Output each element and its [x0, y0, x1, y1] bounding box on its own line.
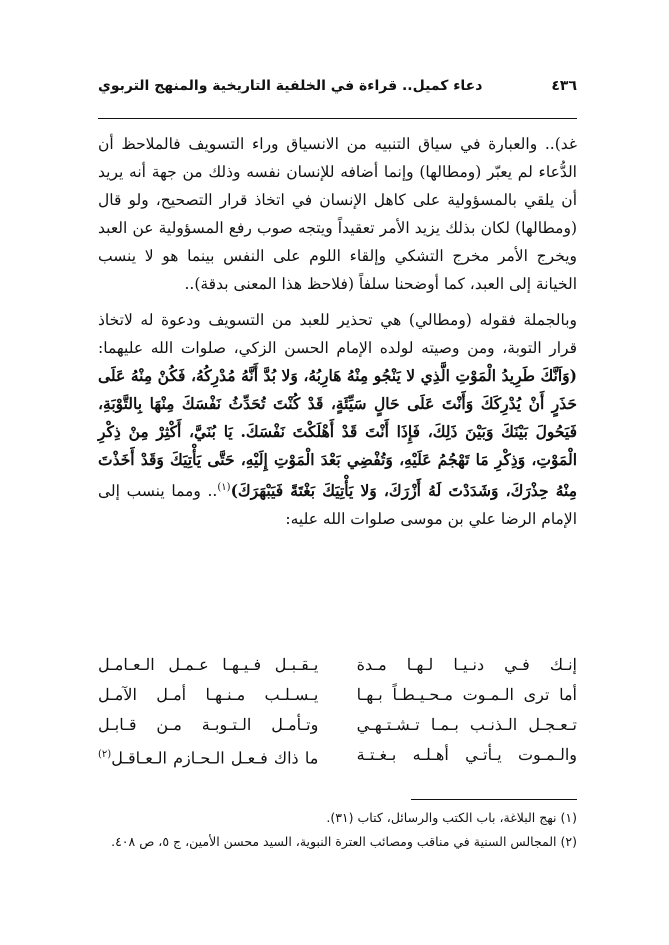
poem-verse — [98, 650, 577, 680]
verse-first-hemistich: تـعـجـل الـذنـب بـمـا تـشـتـهـي — [356, 715, 577, 734]
footnote-ref-2: (٢) — [98, 749, 112, 760]
footnote-divider — [411, 799, 577, 800]
verse-first-hemistich: إنـك فـي دنـيـا لـهـا مـدة — [356, 655, 577, 674]
page-number: ٤٣٦ — [551, 78, 577, 94]
footnote-2: (٢) المجالس السنية في مناقب ومصائب العترة النبوية، السيد محسن الأمين، ج ٥، ص ٤٠٨. — [111, 834, 577, 849]
footnote-ref-1: (١) — [217, 482, 231, 493]
header-divider — [98, 118, 577, 119]
paragraph-2-intro: وبالجملة فقوله (ومطالي) هي تحذير للعبد من التسويف ودعوة له لاتخاذ قرار التوبة، ومن وصيته لولده الإمام الحسن الزكي، صلوات الله عليهما: — [98, 311, 577, 357]
poem-verse — [98, 740, 577, 770]
footnote-1: (١) نهج البلاغة، باب الكتب والرسائل، كتاب (٣١). — [326, 810, 577, 825]
verse-first-hemistich: أما ترى الـمـوت مـحـيـطـاً بـهـا — [356, 685, 577, 704]
footnotes — [98, 806, 577, 854]
quoted-will: (وَاَنَّكَ طَرِيدُ الْمَوْتِ الَّذِي لا يَنْجُو مِنْهُ هَارِبُهُ، وَلا بُدَّ أَنَّهُ مُدْرِكُهُ، فَكُنْ مِنْهُ عَلَى حَذَرٍ أَنْ يُدْرِكَكَ وَأَنْتَ عَلَى حَالٍ سَيِّئَةٍ، قَدْ كُنْتَ تُحَدِّثُ نَفْسَكَ مِنْهَا بِالتَّوْبَةِ، فَيَحُولَ بَيْنَكَ وَبَيْنَ ذَلِكَ، فَإِذَا أَنْتَ قَدْ أَهْلَكْتَ نَفْسَكَ. يَا بُنَيَّ، أَكْثِرْ مِنْ ذِكْرِ الْمَوْتِ، وَذِكْرِ مَا تَهْجُمُ عَلَيْهِ، وَتُفْضِي بَعْدَ الْمَوْتِ إِلَيْهِ، حَتَّى يَأْتِيَكَ وَقَدْ أَخَذْتَ مِنْهُ حِذْرَكَ، وَشَدَدْتَ لَهُ أَزْرَكَ، وَلا يَأْتِيَكَ بَغْتَةً فَيَبْهَرَكَ) — [98, 366, 578, 501]
paragraph-2 — [98, 306, 577, 533]
poem-verse — [98, 680, 577, 710]
verse-first-hemistich: والـمـوت يـأتـي أهـلـه بـغـتـة — [356, 745, 577, 764]
running-title: دعاء كميل.. قراءة في الخلفية التاريخية والمنهج التربوي — [98, 78, 483, 94]
running-header — [98, 73, 577, 99]
verse-second-hemistich-text: ما ذاك فـعـل الـحـازم الـعـاقـل — [111, 748, 319, 768]
verse-second-hemistich: يـسـلـب مـنـهـا أمـل الآمـل — [98, 685, 319, 704]
paragraph-1: غد).. والعبارة في سياق التنبيه من الانسياق وراء التسويف فالملاحظ أن الدُّعاء لم يعبّر (ومطالها) وإنما أضافه للإنسان نفسه وذلك من جهة أنه يريد أن يلقي بالمسؤولية على كاهل الإنسان في اتخاذ قرار التصحيح، ولو قال (ومطالها) لكان بذلك يزيد الأمر تعقيداً ويتجه صوب رفع المسؤولية عن العبد ويخرج الأمر مخرج التشكي وإلقاء اللوم على النفس بينما هو لا ينسب الخيانة إلى العبد، كما أوضحنا سلفاً (فلاحظ هذا المعنى بدقة).. — [98, 135, 577, 293]
paragraph-2-outro: .. ومما ينسب إلى الإمام الرضا علي بن موسى صلوات الله عليه: — [98, 482, 577, 529]
poem — [98, 650, 577, 770]
verse-second-hemistich: يـقـبـل فـيـهـا عـمـل الـعـامـل — [98, 655, 319, 674]
main-text — [98, 130, 577, 533]
verse-second-hemistich — [98, 740, 318, 770]
verse-second-hemistich: وتـأمـل الـتـوبـة مـن قـابـل — [98, 715, 319, 734]
poem-verse — [98, 710, 577, 740]
